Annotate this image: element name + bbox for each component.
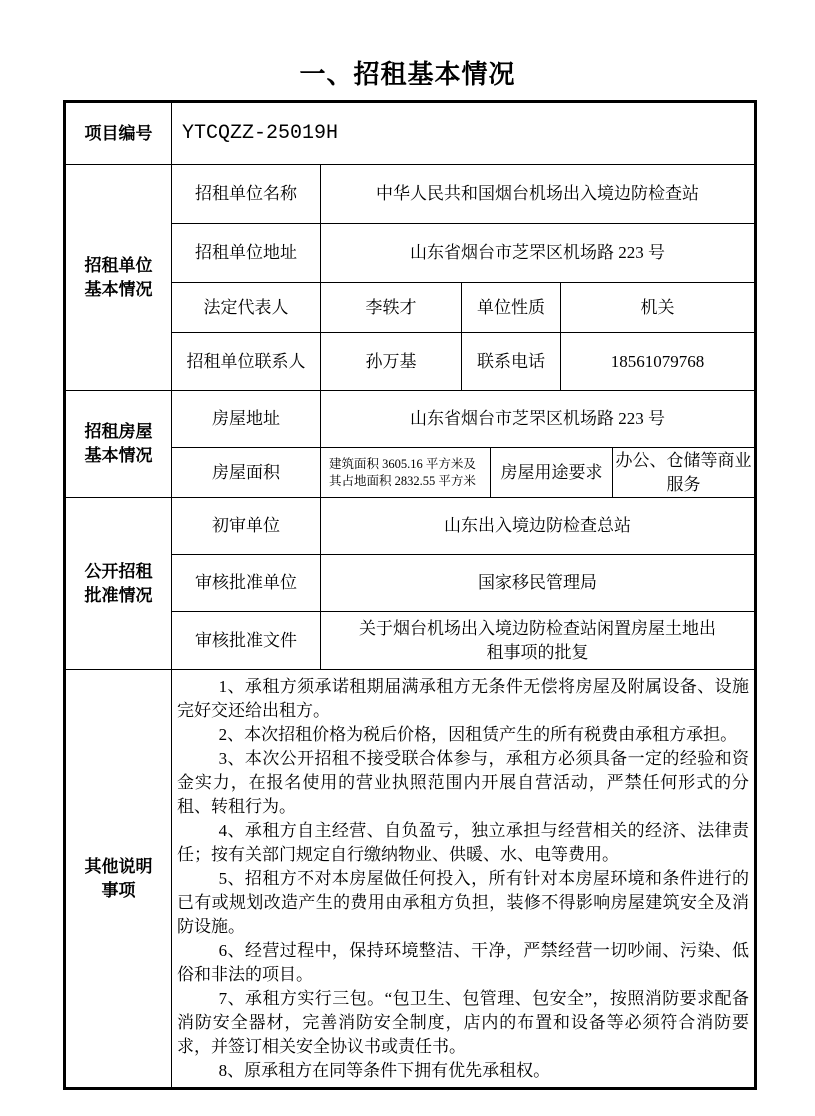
other-notes-paragraph-6: 6、经营过程中，保持环境整洁、干净，严禁经营一切吵闹、污染、低俗和非法的项目。 — [177, 941, 749, 984]
section-header-other-notes-line2: 事项 — [101, 880, 136, 900]
other-notes-paragraph-8: 8、原承租方在同等条件下拥有优先承租权。 — [218, 1061, 551, 1080]
house-usage-label: 房屋用途要求 — [491, 448, 613, 497]
section-approval-info-rows — [172, 498, 754, 669]
unit-address-label: 招租单位地址 — [172, 224, 321, 282]
page-title: 一、招租基本情况 — [299, 60, 516, 89]
other-notes-cell — [172, 670, 754, 1087]
other-notes-paragraph-5: 5、招租方不对本房屋做任何投入，所有针对本房屋环境和条件进行的已有或规划改造产生的费用由承租方负担，装修不得影响房屋建筑安全及消防设施。 — [177, 869, 749, 936]
first-review-unit-value: 山东出入境边防检查总站 — [444, 516, 631, 535]
house-address-value: 山东省烟台市芝罘区机场路 223 号 — [410, 409, 665, 428]
approval-unit-label: 审核批准单位 — [172, 555, 321, 611]
row-legal-representative — [172, 283, 754, 333]
contact-phone-value: 18561079768 — [610, 351, 705, 371]
house-area-label: 房屋面积 — [172, 448, 321, 497]
section-header-house-info — [66, 391, 172, 497]
approval-document-value: 关于烟台机场出入境边防检查站闲置房屋土地出租事项的批复 — [359, 618, 716, 662]
unit-contact-label: 招租单位联系人 — [172, 333, 321, 390]
row-house-address — [172, 391, 754, 448]
section-header-other-notes-line1: 其他说明 — [84, 856, 153, 876]
project-number-value: YTCQZZ-25019H — [182, 121, 339, 145]
section-house-info-rows — [172, 391, 754, 497]
section-header-approval-info-line1: 公开招租 — [84, 561, 153, 581]
row-approval-document — [172, 612, 754, 669]
row-approval-unit — [172, 555, 754, 612]
section-header-unit-info-line1: 招租单位 — [84, 255, 153, 275]
section-house-info — [66, 391, 754, 498]
row-project-number — [66, 103, 754, 165]
row-unit-name — [172, 165, 754, 224]
house-area-value: 建筑面积 3605.16 平方米及其占地面积 2832.55 平方米 — [321, 448, 491, 497]
contact-phone-label: 联系电话 — [462, 333, 561, 390]
house-address-label: 房屋地址 — [172, 391, 321, 447]
row-house-area — [172, 448, 754, 497]
row-first-review-unit — [172, 498, 754, 555]
rental-info-table — [63, 100, 757, 1090]
section-header-house-info-line2: 基本情况 — [84, 446, 153, 465]
other-notes-paragraph-7: 7、承租方实行三包。“包卫生、包管理、包安全”，按照消防要求配备消防安全器材，完善消防安全制度，店内的布置和设备等必须符合消防要求，并签订相关安全协议书或责任书。 — [177, 989, 749, 1056]
legal-representative-value: 李轶才 — [321, 283, 462, 332]
section-other-notes — [66, 670, 754, 1087]
project-number-label: 项目编号 — [66, 103, 172, 164]
section-header-other-notes — [66, 670, 172, 1087]
house-usage-value: 办公、仓储等商业服务 — [615, 450, 752, 494]
legal-representative-label: 法定代表人 — [172, 283, 321, 332]
unit-contact-value: 孙万基 — [321, 333, 462, 390]
other-notes-paragraph-3: 3、本次公开招租不接受联合体参与，承租方必须具备一定的经验和资金实力，在报名使用的营业执照范围内开展自营活动，严禁任何形式的分租、转租行为。 — [177, 749, 749, 816]
section-header-approval-info — [66, 498, 172, 669]
section-header-unit-info-line2: 基本情况 — [84, 279, 153, 299]
section-header-approval-info-line2: 批准情况 — [84, 585, 153, 605]
unit-type-value: 机关 — [640, 297, 675, 317]
section-unit-info-rows — [172, 165, 754, 390]
section-unit-info — [66, 165, 754, 391]
row-unit-address — [172, 224, 754, 283]
unit-address-value: 山东省烟台市芝罘区机场路 223 号 — [410, 243, 665, 262]
other-notes-paragraph-2: 2、本次招租价格为税后价格，因租赁产生的所有税费由承租方承担。 — [218, 725, 738, 744]
section-header-unit-info — [66, 165, 172, 390]
section-header-house-info-line1: 招租房屋 — [84, 422, 153, 441]
section-approval-info — [66, 498, 754, 670]
first-review-unit-label: 初审单位 — [172, 498, 321, 554]
row-unit-contact — [172, 333, 754, 390]
other-notes-paragraph-1: 1、承租方须承诺租期届满承租方无条件无偿将房屋及附属设备、设施完好交还给出租方。 — [177, 677, 749, 720]
approval-document-label: 审核批准文件 — [172, 612, 321, 669]
other-notes-paragraph-4: 4、承租方自主经营、自负盈亏，独立承担与经营相关的经济、法律责任；按有关部门规定自行缴纳物业、供暖、水、电等费用。 — [177, 821, 749, 864]
unit-name-label: 招租单位名称 — [172, 165, 321, 223]
unit-type-label: 单位性质 — [462, 283, 561, 332]
unit-name-value: 中华人民共和国烟台机场出入境边防检查站 — [376, 184, 699, 203]
approval-unit-value: 国家移民管理局 — [478, 573, 597, 592]
